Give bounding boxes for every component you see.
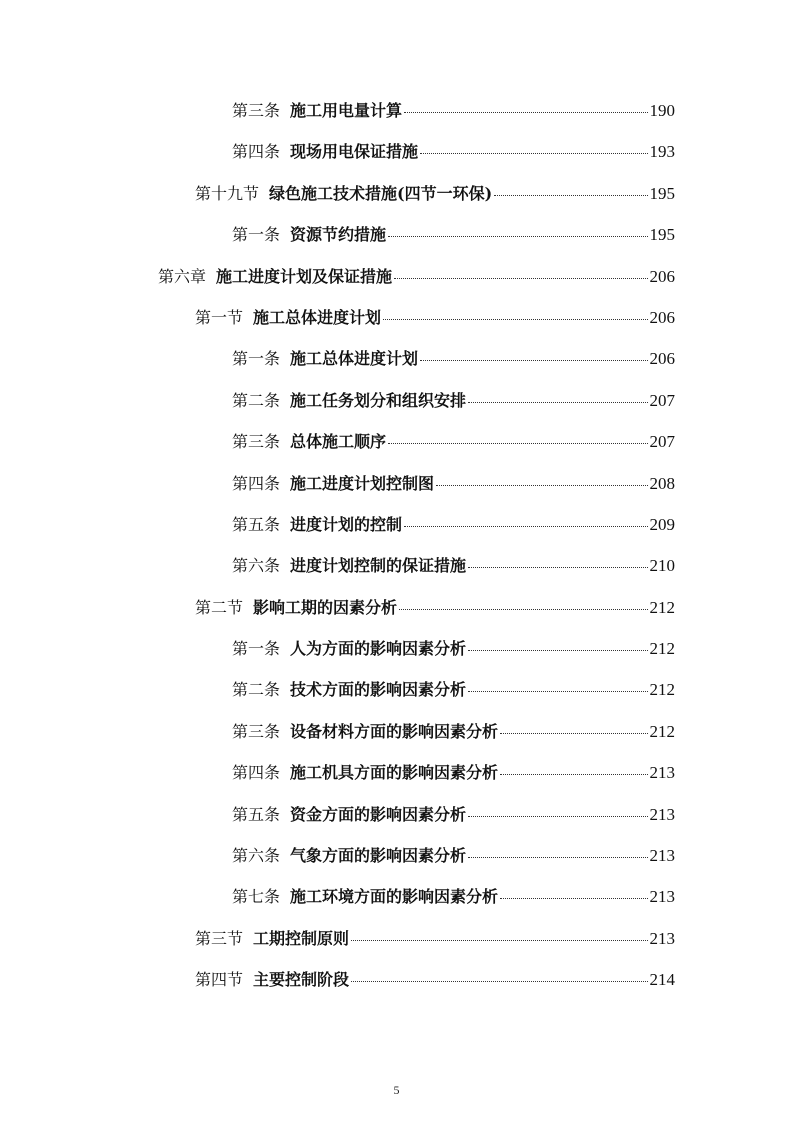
toc-entry-number: 第五条 [232, 804, 281, 824]
toc-entry-number: 第四节 [195, 970, 244, 990]
toc-leader-dots [394, 277, 647, 279]
toc-entry-title: 资源节约措施 [290, 225, 387, 245]
toc-entry-title: 技术方面的影响因素分析 [290, 680, 467, 700]
toc-entry-number: 第三条 [232, 432, 281, 452]
toc-entry-page: 213 [649, 763, 675, 783]
toc-entry-number: 第二条 [232, 390, 281, 410]
toc-entry-title: 总体施工顺序 [290, 432, 387, 452]
toc-entry[interactable] [0, 297, 793, 338]
toc-entry[interactable] [0, 380, 793, 421]
toc-leader-dots [500, 773, 647, 775]
toc-entry-title: 施工任务划分和组织安排 [290, 390, 467, 410]
toc-entry[interactable] [0, 463, 793, 504]
toc-entry[interactable] [0, 421, 793, 462]
toc-entry-title: 施工进度计划及保证措施 [216, 266, 393, 286]
toc-entry[interactable] [0, 628, 793, 669]
toc-leader-dots [468, 856, 647, 858]
toc-leader-dots [468, 690, 647, 692]
toc-entry-number: 第六条 [232, 556, 281, 576]
toc-entry[interactable] [0, 338, 793, 379]
toc-leader-dots [468, 815, 647, 817]
toc-entry[interactable] [0, 90, 793, 131]
toc-entry-title: 主要控制阶段 [253, 970, 350, 990]
toc-entry-page: 213 [649, 887, 675, 907]
toc-entry-number: 第五条 [232, 514, 281, 534]
toc-entry-title: 人为方面的影响因素分析 [290, 639, 467, 659]
toc-entry-title: 施工总体进度计划 [290, 349, 419, 369]
toc-leader-dots [388, 235, 647, 237]
toc-entry[interactable] [0, 214, 793, 255]
toc-leader-dots [383, 318, 647, 320]
toc-entry-page: 214 [649, 970, 675, 990]
toc-entry-page: 208 [649, 473, 675, 493]
toc-entry-number: 第三条 [232, 101, 281, 120]
toc-entry-page: 206 [649, 307, 675, 327]
toc-entry-page: 212 [649, 597, 675, 617]
toc-entry[interactable] [0, 173, 793, 214]
toc-entry[interactable] [0, 256, 793, 297]
toc-entry-page: 210 [649, 556, 675, 576]
toc-entry-title: 施工用电量计算 [290, 101, 403, 120]
toc-entry-page: 193 [649, 142, 675, 162]
toc-entry-page: 206 [649, 349, 675, 369]
toc-entry-title: 进度计划控制的保证措施 [290, 556, 467, 576]
toc-entry-page: 195 [649, 183, 675, 203]
toc-entry[interactable] [0, 918, 793, 959]
toc-entry[interactable] [0, 587, 793, 628]
toc-entry-title: 影响工期的因素分析 [253, 597, 398, 617]
toc-entry-number: 第七条 [232, 887, 281, 907]
toc-leader-dots [468, 401, 647, 403]
toc-leader-dots [420, 359, 647, 361]
toc-entry[interactable] [0, 752, 793, 793]
toc-entry-number: 第三节 [195, 928, 244, 948]
toc-entry[interactable] [0, 669, 793, 710]
toc-entry-page: 190 [649, 101, 675, 120]
toc-entry[interactable] [0, 876, 793, 917]
toc-leader-dots [500, 897, 647, 899]
toc-leader-dots [404, 111, 647, 113]
toc-entry-number: 第十九节 [195, 183, 260, 203]
toc-entry[interactable] [0, 959, 793, 1000]
toc-entry-title: 工期控制原则 [253, 928, 350, 948]
toc-entry-title: 绿色施工技术措施(四节一环保) [269, 183, 493, 203]
toc-leader-dots [351, 939, 647, 941]
toc-leader-dots [388, 442, 647, 444]
toc-entry-title: 施工机具方面的影响因素分析 [290, 763, 499, 783]
toc-entry-title: 施工总体进度计划 [253, 307, 382, 327]
toc-entry-page: 207 [649, 390, 675, 410]
toc-entry-title: 进度计划的控制 [290, 514, 403, 534]
toc-leader-dots [468, 566, 647, 568]
toc-entry-page: 213 [649, 804, 675, 824]
toc-entry-page: 209 [649, 514, 675, 534]
toc-entry-number: 第二条 [232, 680, 281, 700]
toc-entry-number: 第四条 [232, 763, 281, 783]
toc-entry-title: 设备材料方面的影响因素分析 [290, 721, 499, 741]
toc-leader-dots [351, 980, 647, 982]
toc-entry-number: 第六章 [158, 266, 207, 286]
toc-entry-page: 195 [649, 225, 675, 245]
toc-entry-number: 第四条 [232, 142, 281, 162]
toc-entry-number: 第一条 [232, 639, 281, 659]
toc-entry[interactable] [0, 131, 793, 172]
toc-leader-dots [494, 194, 647, 196]
toc-leader-dots [500, 732, 647, 734]
toc-entry-title: 气象方面的影响因素分析 [290, 846, 467, 866]
toc-entry[interactable] [0, 835, 793, 876]
toc-entry-page: 213 [649, 928, 675, 948]
toc-leader-dots [420, 152, 647, 154]
toc-entry[interactable] [0, 545, 793, 586]
toc-entry-number: 第一条 [232, 225, 281, 245]
toc-entry-page: 206 [649, 266, 675, 286]
toc-entry-page: 212 [649, 639, 675, 659]
toc-entry-title: 施工环境方面的影响因素分析 [290, 887, 499, 907]
toc-entry-number: 第一节 [195, 307, 244, 327]
toc-entry-title: 资金方面的影响因素分析 [290, 804, 467, 824]
toc-entry-number: 第二节 [195, 597, 244, 617]
toc-leader-dots [436, 484, 647, 486]
toc-entry-number: 第一条 [232, 349, 281, 369]
toc-entry-page: 212 [649, 721, 675, 741]
toc-leader-dots [404, 525, 647, 527]
toc-leader-dots [468, 649, 647, 651]
toc-entry[interactable] [0, 504, 793, 545]
toc-entry-number: 第六条 [232, 846, 281, 866]
toc-entry-number: 第三条 [232, 721, 281, 741]
toc-entry-number: 第四条 [232, 473, 281, 493]
page-number: 5 [393, 1083, 400, 1097]
toc-entry[interactable] [0, 794, 793, 835]
toc-entry-title: 现场用电保证措施 [290, 142, 419, 162]
toc-entry-page: 212 [649, 680, 675, 700]
toc-leader-dots [399, 608, 647, 610]
toc-entry-page: 207 [649, 432, 675, 452]
toc-entry-title: 施工进度计划控制图 [290, 473, 435, 493]
toc-entry[interactable] [0, 711, 793, 752]
toc-entry-page: 213 [649, 846, 675, 866]
table-of-contents [0, 90, 793, 1001]
